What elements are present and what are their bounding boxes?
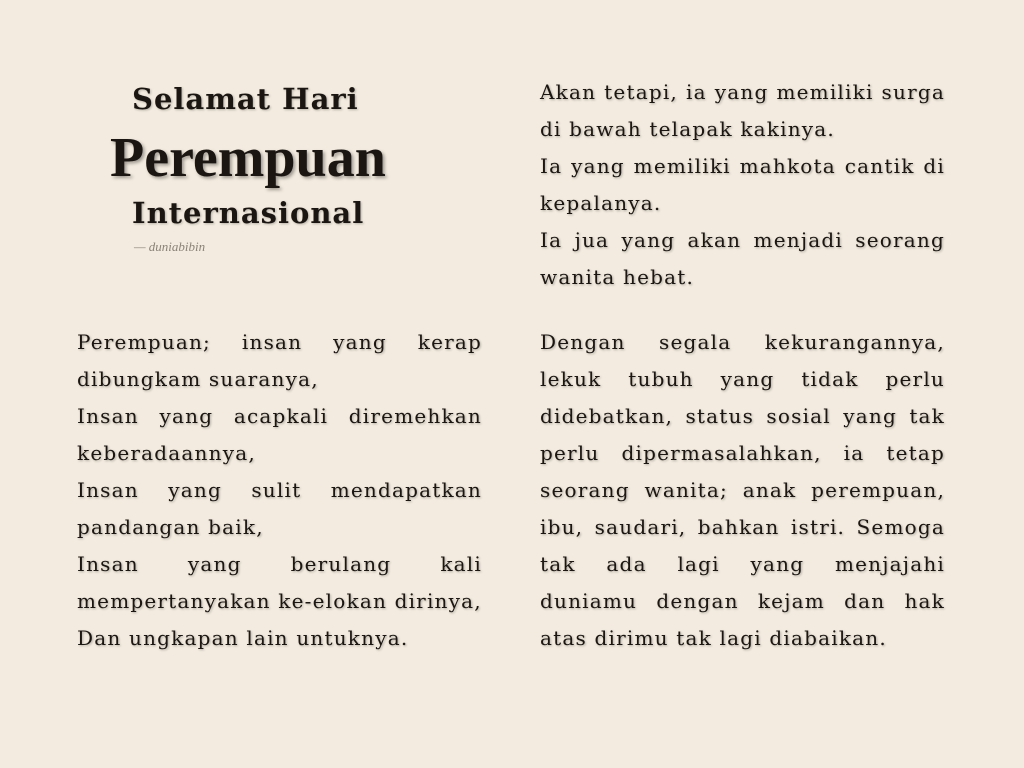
stanza-line: Ia yang memiliki mahkota cantik di kepalanya.: [540, 154, 945, 215]
stanza-line: Insan yang sulit mendapatkan pandangan baik,: [77, 478, 482, 539]
title-line-selamat-hari: Selamat Hari: [132, 82, 359, 116]
stanza-line: Insan yang berulang kali mempertanyakan ke-elokan dirinya,: [77, 552, 482, 613]
stanza-paragraph: Dengan segala kekurangannya, lekuk tubuh yang tidak perlu didebatkan, status sosial yang tak perlu dipermasalahkan, ia tetap seorang wanita; anak perempuan, ibu, saudari, bahkan istri. Semoga tak ada lagi yang menjajahi duniamu dengan kejam dan hak atas dirimu tak lagi diabaikan.: [540, 330, 945, 650]
author-credit: — duniabibin: [134, 239, 206, 254]
title-line-perempuan: Perempuan: [110, 127, 386, 189]
title-line-internasional: Internasional: [132, 196, 365, 230]
stanza-line: Perempuan; insan yang kerap dibungkam suaranya,: [77, 330, 482, 391]
stanza-line: Insan yang acapkali diremehkan keberadaannya,: [77, 404, 482, 465]
stanza-bottom-right: [540, 324, 945, 657]
stanza-line: Dan ungkapan lain untuknya.: [77, 626, 409, 650]
stanza-line: Ia jua yang akan menjadi seorang wanita hebat.: [540, 228, 945, 289]
stanza-bottom-left: [77, 324, 482, 657]
stanza-top-right: [540, 74, 945, 296]
stanza-line: Akan tetapi, ia yang memiliki surga di bawah telapak kakinya.: [540, 80, 945, 141]
